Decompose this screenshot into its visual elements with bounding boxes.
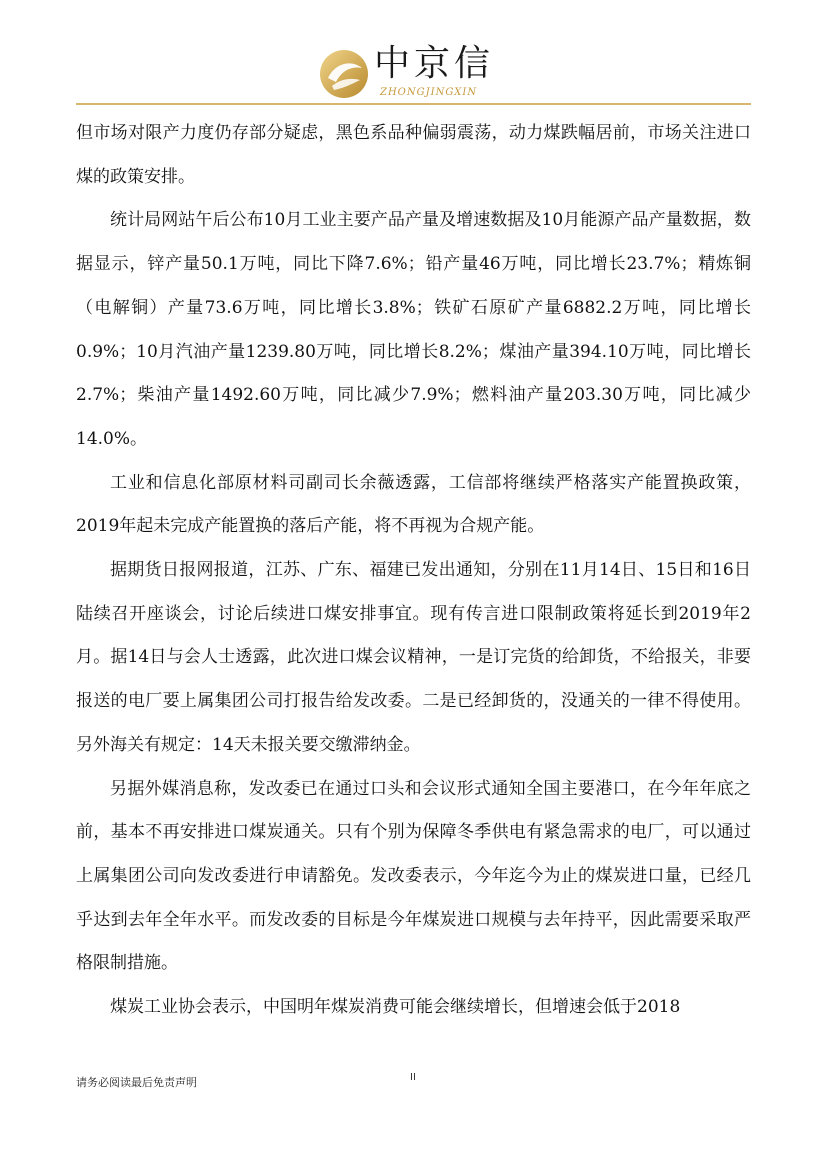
header-divider — [76, 103, 751, 105]
paragraph-coal-association: 煤炭工业协会表示，中国明年煤炭消费可能会继续增长，但增速会低于2018 — [110, 997, 681, 1018]
paragraph-statistics: 统计局网站午后公布10月工业主要产品产量及增速数据及10月能源产品产量数据，数据显示，锌产量50.1万吨，同比下降7.6%；铅产量46万吨，同比增长23.7%；精炼铜（电解铜）产量73.6万吨，同比增长3.8%；铁矿石原矿产量6882.2万吨，同比增长0.9%；10月汽油产量1239.80万吨，同比增长8.2%；煤油产量394.10万吨，同比增长2.7%；柴油产量1492.60万吨，同比减少7.9%；燃料油产量203.30万吨，同比减少14.0%。 — [76, 210, 751, 449]
paragraph-ndrc: 另据外媒消息称，发改委已在通过口头和会议形式通知全国主要港口，在今年年底之前，基本不再安排进口煤炭通关。只有个别为保障冬季供电有紧急需求的电厂，可以通过上属集团公司向发改委进行申请豁免。发改委表示，今年迄今为止的煤炭进口量，已经几乎达到去年全年水平。而发改委的目标是今年煤炭进口规模与去年持平，因此需要采取严格限制措施。 — [76, 778, 751, 974]
paragraph-capacity-policy: 工业和信息化部原材料司副司长余薇透露，工信部将继续严格落实产能置换政策，2019年起未完成产能置换的落后产能，将不再视为合规产能。 — [76, 472, 751, 537]
brand-name: 中京信 — [374, 43, 495, 84]
zhongjingxin-logo-icon — [318, 48, 370, 100]
document-body — [76, 112, 751, 1082]
brand-subtitle: ZHONGJINGXIN — [380, 87, 478, 98]
page-number: II — [410, 1072, 416, 1083]
paragraph-continued: 但市场对限产力度仍存部分疑虑，黑色系品种偏弱震荡，动力煤跌幅居前，市场关注进口煤的政策安排。 — [76, 123, 751, 187]
footer-disclaimer: 请务必阅读最后免责声明 — [76, 1076, 197, 1089]
page-header — [0, 40, 827, 102]
paragraph-import-meeting: 据期货日报网报道，江苏、广东、福建已发出通知，分别在11月14日、15日和16日陆续召开座谈会，讨论后续进口煤安排事宜。现有传言进口限制政策将延长到2019年2月。据14日与会人士透露，此次进口煤会议精神，一是订完货的给卸货，不给报关，非要报送的电厂要上属集团公司打报告给发改委。二是已经卸货的，没通关的一律不得使用。另外海关有规定：14天未报关要交缴滞纳金。 — [76, 560, 751, 755]
